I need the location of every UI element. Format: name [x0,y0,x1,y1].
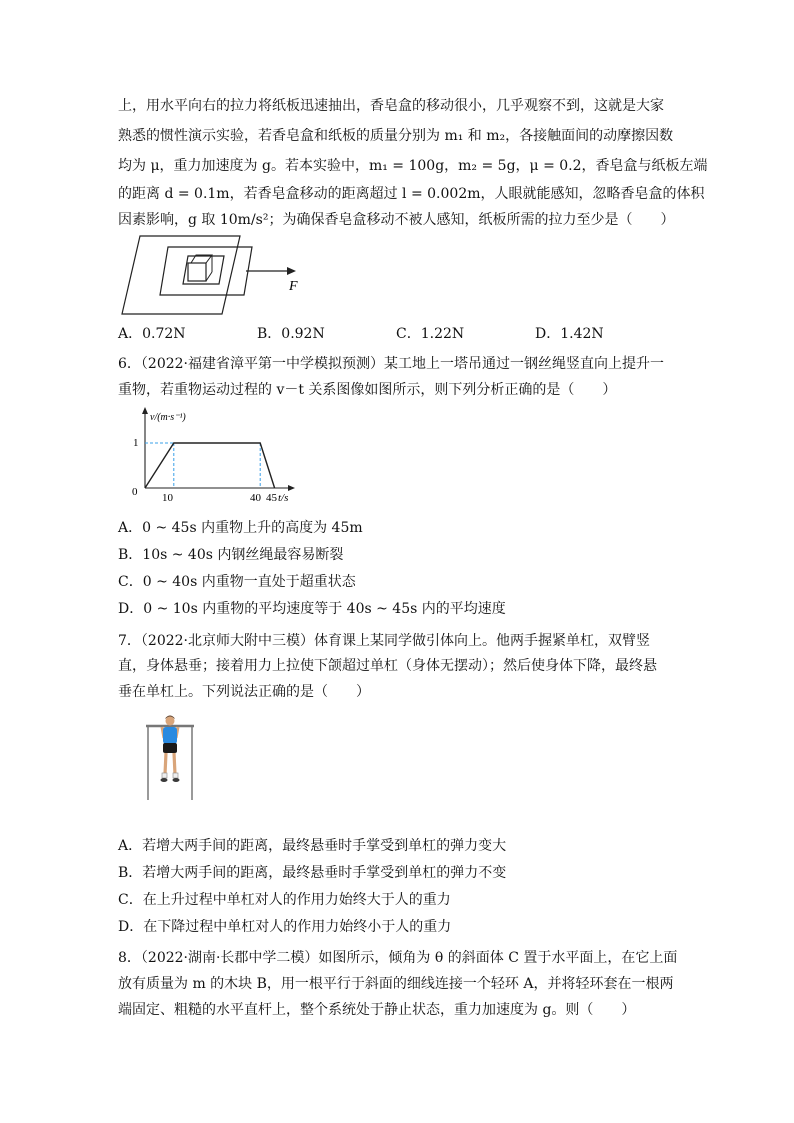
right-leg [174,753,175,774]
table-surface [122,236,240,314]
y-axis-label: v/(m·s⁻¹) [150,412,186,423]
force-label: F [289,279,298,294]
x-axis-label: t/s [278,492,289,504]
right-shoe [173,778,180,782]
torso-shirt [163,727,177,744]
vt-graph [118,404,308,506]
q7-option-b: B．若增大两手间的距离，最终悬垂时手掌受到单杠的弹力不变 [118,865,507,881]
guide-lines [145,443,260,488]
x-tick-45: 45 [266,492,277,504]
q5-line-4: 的距离 d = 0.1m，若香皂盒移动的距离超过 l = 0.002m，人眼就能感知，忽略香皂盒的体积 [118,186,705,202]
q7-line-2: 直，身体悬垂；接着用力上拉使下颌超过单杠（身体无摆动）；然后使身体下降，最终悬 [118,658,657,674]
q8-line-1: 8．（2022·湖南·长郡中学二模）如图所示，倾角为 θ 的斜面体 C 置于水平面上，在它上面 [118,950,678,966]
cardboard-inner [183,256,224,284]
q8-line-3: 端固定、粗糙的水平直杆上，整个系统处于静止状态，重力加速度为 g。则（ ） [118,1002,636,1018]
q5-option-a: A．0.72N [118,326,186,342]
shorts [163,743,177,753]
q5-line-1: 上，用水平向右的拉力将纸板迅速抽出，香皂盒的移动很小，几乎观察不到，这就是大家 [118,98,664,114]
y-tick-1: 1 [133,437,139,449]
q7-line-1: 7．（2022·北京师大附中三模）体育课上某同学做引体向上。他两手握紧单杠，双臂竖 [118,633,650,649]
q7-option-d: D．在下降过程中单杠对人的作用力始终小于人的重力 [118,919,452,935]
q6-option-d: D．0 ~ 10s 内重物的平均速度等于 40s ~ 45s 内的平均速度 [118,601,506,617]
q7-option-c: C．在上升过程中单杠对人的作用力始终大于人的重力 [118,892,451,908]
q6-option-c: C．0 ~ 40s 内重物一直处于超重状态 [118,574,356,590]
q5-option-b: B．0.92N [257,326,325,342]
q5-line-2: 熟悉的惯性演示实验，若香皂盒和纸板的质量分别为 m₁ 和 m₂，各接触面间的动摩擦因数 [118,128,674,144]
pull-up-figure [144,712,196,802]
x-tick-10: 10 [162,492,173,504]
left-shoe [161,778,168,782]
q5-option-c: C．1.22N [396,326,465,342]
q7-option-a: A．若增大两手间的距离，最终悬垂时手掌受到单杠的弹力变大 [118,838,507,854]
q5-line-5: 因素影响，g 取 10m/s²；为确保香皂盒移动不被人感知，纸板所需的拉力至少是（ ） [118,212,675,228]
q5-option-d: D．1.42N [535,326,604,342]
soap-box-figure [118,234,308,320]
q7-line-3: 垂在单杠上。下列说法正确的是（ ） [118,684,370,700]
q6-line-2: 重物，若重物运动过程的 v－t 关系图像如图所示，则下列分析正确的是（ ） [118,382,617,398]
q6-option-a: A．0 ~ 45s 内重物上升的高度为 45m [118,520,363,536]
velocity-curve [145,443,275,488]
head [166,717,175,726]
q6-line-1: 6．（2022·福建省漳平第一中学模拟预测）某工地上一塔吊通过一钢丝绳竖直向上提升一 [118,356,664,372]
x-tick-40: 40 [250,492,261,504]
origin-label: 0 [132,486,138,498]
q8-line-2: 放有质量为 m 的木块 B，用一根平行于斜面的细线连接一个轻环 A，并将轻环套在一根两 [118,976,674,992]
q5-line-3: 均为 μ，重力加速度为 g。若本实验中，m₁ = 100g，m₂ = 5g，μ = 0.2，香皂盒与纸板左端 [118,158,708,174]
q6-option-b: B．10s ~ 40s 内钢丝绳最容易断裂 [118,547,344,563]
left-leg [165,753,166,774]
soap-box [188,263,206,281]
